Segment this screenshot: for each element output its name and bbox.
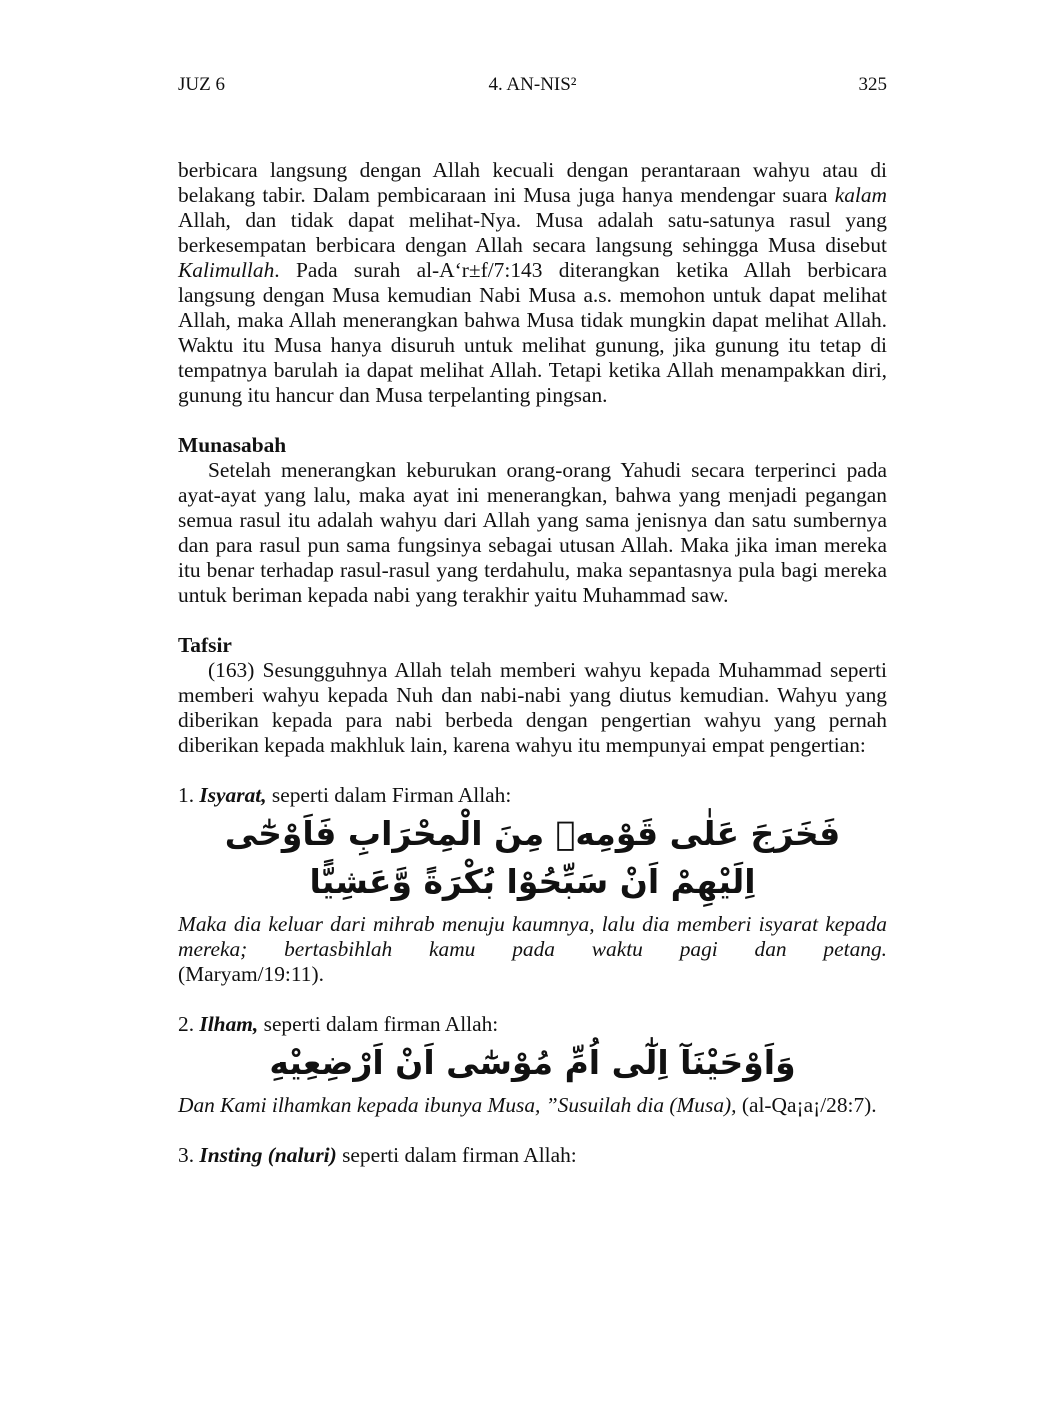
verse-translation — [178, 912, 887, 962]
arabic-verse: وَاَوْحَيْنَآ اِلٰٓى اُمِّ مُوْسٰٓى اَنْ اَرْضِعِيْهِ — [269, 1043, 796, 1082]
paragraph-continued — [178, 158, 887, 408]
surah-title: 4. AN-NIS² — [488, 74, 577, 95]
tafsir-paragraph: (163) Sesungguhnya Allah telah memberi wahyu kepada Muhammad seperti memberi wahyu kepada Nuh dan nabi-nabi yang diutus kemudian. Wahyu yang diberikan kepada para nabi berbeda dengan pengertian wahyu yang pernah diberikan kepada makhluk lain, karena wahyu itu mempunyai empat pengertian: — [178, 658, 887, 757]
page-number: 325 — [858, 74, 887, 95]
list-item-rest: seperti dalam Firman Allah: — [266, 783, 512, 807]
para-text-a: berbicara langsung dengan Allah kecuali dengan perantaraan wahyu atau di belakang tabir. Dalam pembicaraan ini Musa juga hanya mendengar suara — [178, 158, 887, 207]
translation-text: Dan Kami ilhamkan kepada ibunya Musa, ”Susuilah dia (Musa), — [178, 1093, 737, 1117]
list-item-term: Ilham, — [199, 1012, 259, 1036]
list-item-number: 2. — [178, 1012, 195, 1036]
list-item-heading — [178, 1143, 887, 1168]
translation-text: Maka dia keluar dari mihrab menuju kaumnya, lalu dia memberi isyarat kepada mereka; bertasbihlah kamu pada waktu pagi dan petang. — [178, 912, 887, 961]
list-item-term: Isyarat, — [199, 783, 267, 807]
list-item — [178, 1012, 887, 1118]
verse-translation — [178, 1093, 887, 1118]
list-item — [178, 1143, 887, 1168]
verse-reference: (Maryam/19:11). — [178, 962, 324, 986]
munasabah-paragraph: Setelah menerangkan keburukan orang-orang Yahudi secara terperinci pada ayat-ayat yang lalu, maka ayat ini menerangkan, bahwa yang menjadi pegangan semua rasul itu adalah wahyu dari Allah yang sama jenisnya dan satu sumbernya dan para rasul pun sama fungsinya sebagai utusan Allah. Maka jika iman mereka itu benar terhadap rasul-rasul yang terdahulu, maka sepantasnya pula bagi mereka untuk beriman kepada nabi yang terakhir yaitu Muhammad saw. — [178, 458, 887, 607]
list-item-rest: seperti dalam firman Allah: — [258, 1012, 499, 1036]
para-text-c: . Pada surah al-A‘r±f/7:143 diterangkan ketika Allah berbicara langsung dengan Musa kemudian Nabi Musa a.s. memohon untuk dapat melihat Allah, maka Allah menerangkan bahwa Musa tidak mungkin dapat melihat Allah. Waktu itu Musa hanya disuruh untuk melihat gunung, jika gunung itu tetap di tempatnya barulah ia dapat melihat Allah. Tetapi ketika Allah menampakkan diri, gunung itu hancur dan Musa terpelanting pingsan. — [178, 258, 887, 407]
list-item-heading — [178, 783, 887, 808]
arabic-verse: فَخَرَجَ عَلٰى قَوْمِهٖ مِنَ الْمِحْرَابِ فَاَوْحٰٓى اِلَيْهِمْ اَنْ سَبِّحُوْا بُكْرَةً وَّعَشِيًّا — [224, 814, 841, 901]
list-item-term: Insting (naluri) — [199, 1143, 337, 1167]
verse-reference: (al-Qa¡a¡/28:7). — [736, 1093, 877, 1117]
list-item-number: 3. — [178, 1143, 195, 1167]
list-item-heading — [178, 1012, 887, 1037]
para-text-b: Allah, dan tidak dapat melihat-Nya. Musa adalah satu-satunya rasul yang berkesempatan berbicara dengan Allah secara langsung sehingga Musa disebut — [178, 208, 887, 257]
page-body — [178, 158, 887, 1168]
list-item — [178, 783, 887, 987]
juz-label: JUZ 6 — [178, 74, 225, 95]
list-item-rest: seperti dalam firman Allah: — [336, 1143, 577, 1167]
section-heading-tafsir: Tafsir — [178, 633, 232, 657]
list-item-number: 1. — [178, 783, 195, 807]
running-header — [178, 74, 887, 100]
term-kalimullah: Kalimullah — [178, 258, 275, 282]
section-heading-munasabah: Munasabah — [178, 433, 287, 457]
term-kalam: kalam — [834, 183, 887, 207]
